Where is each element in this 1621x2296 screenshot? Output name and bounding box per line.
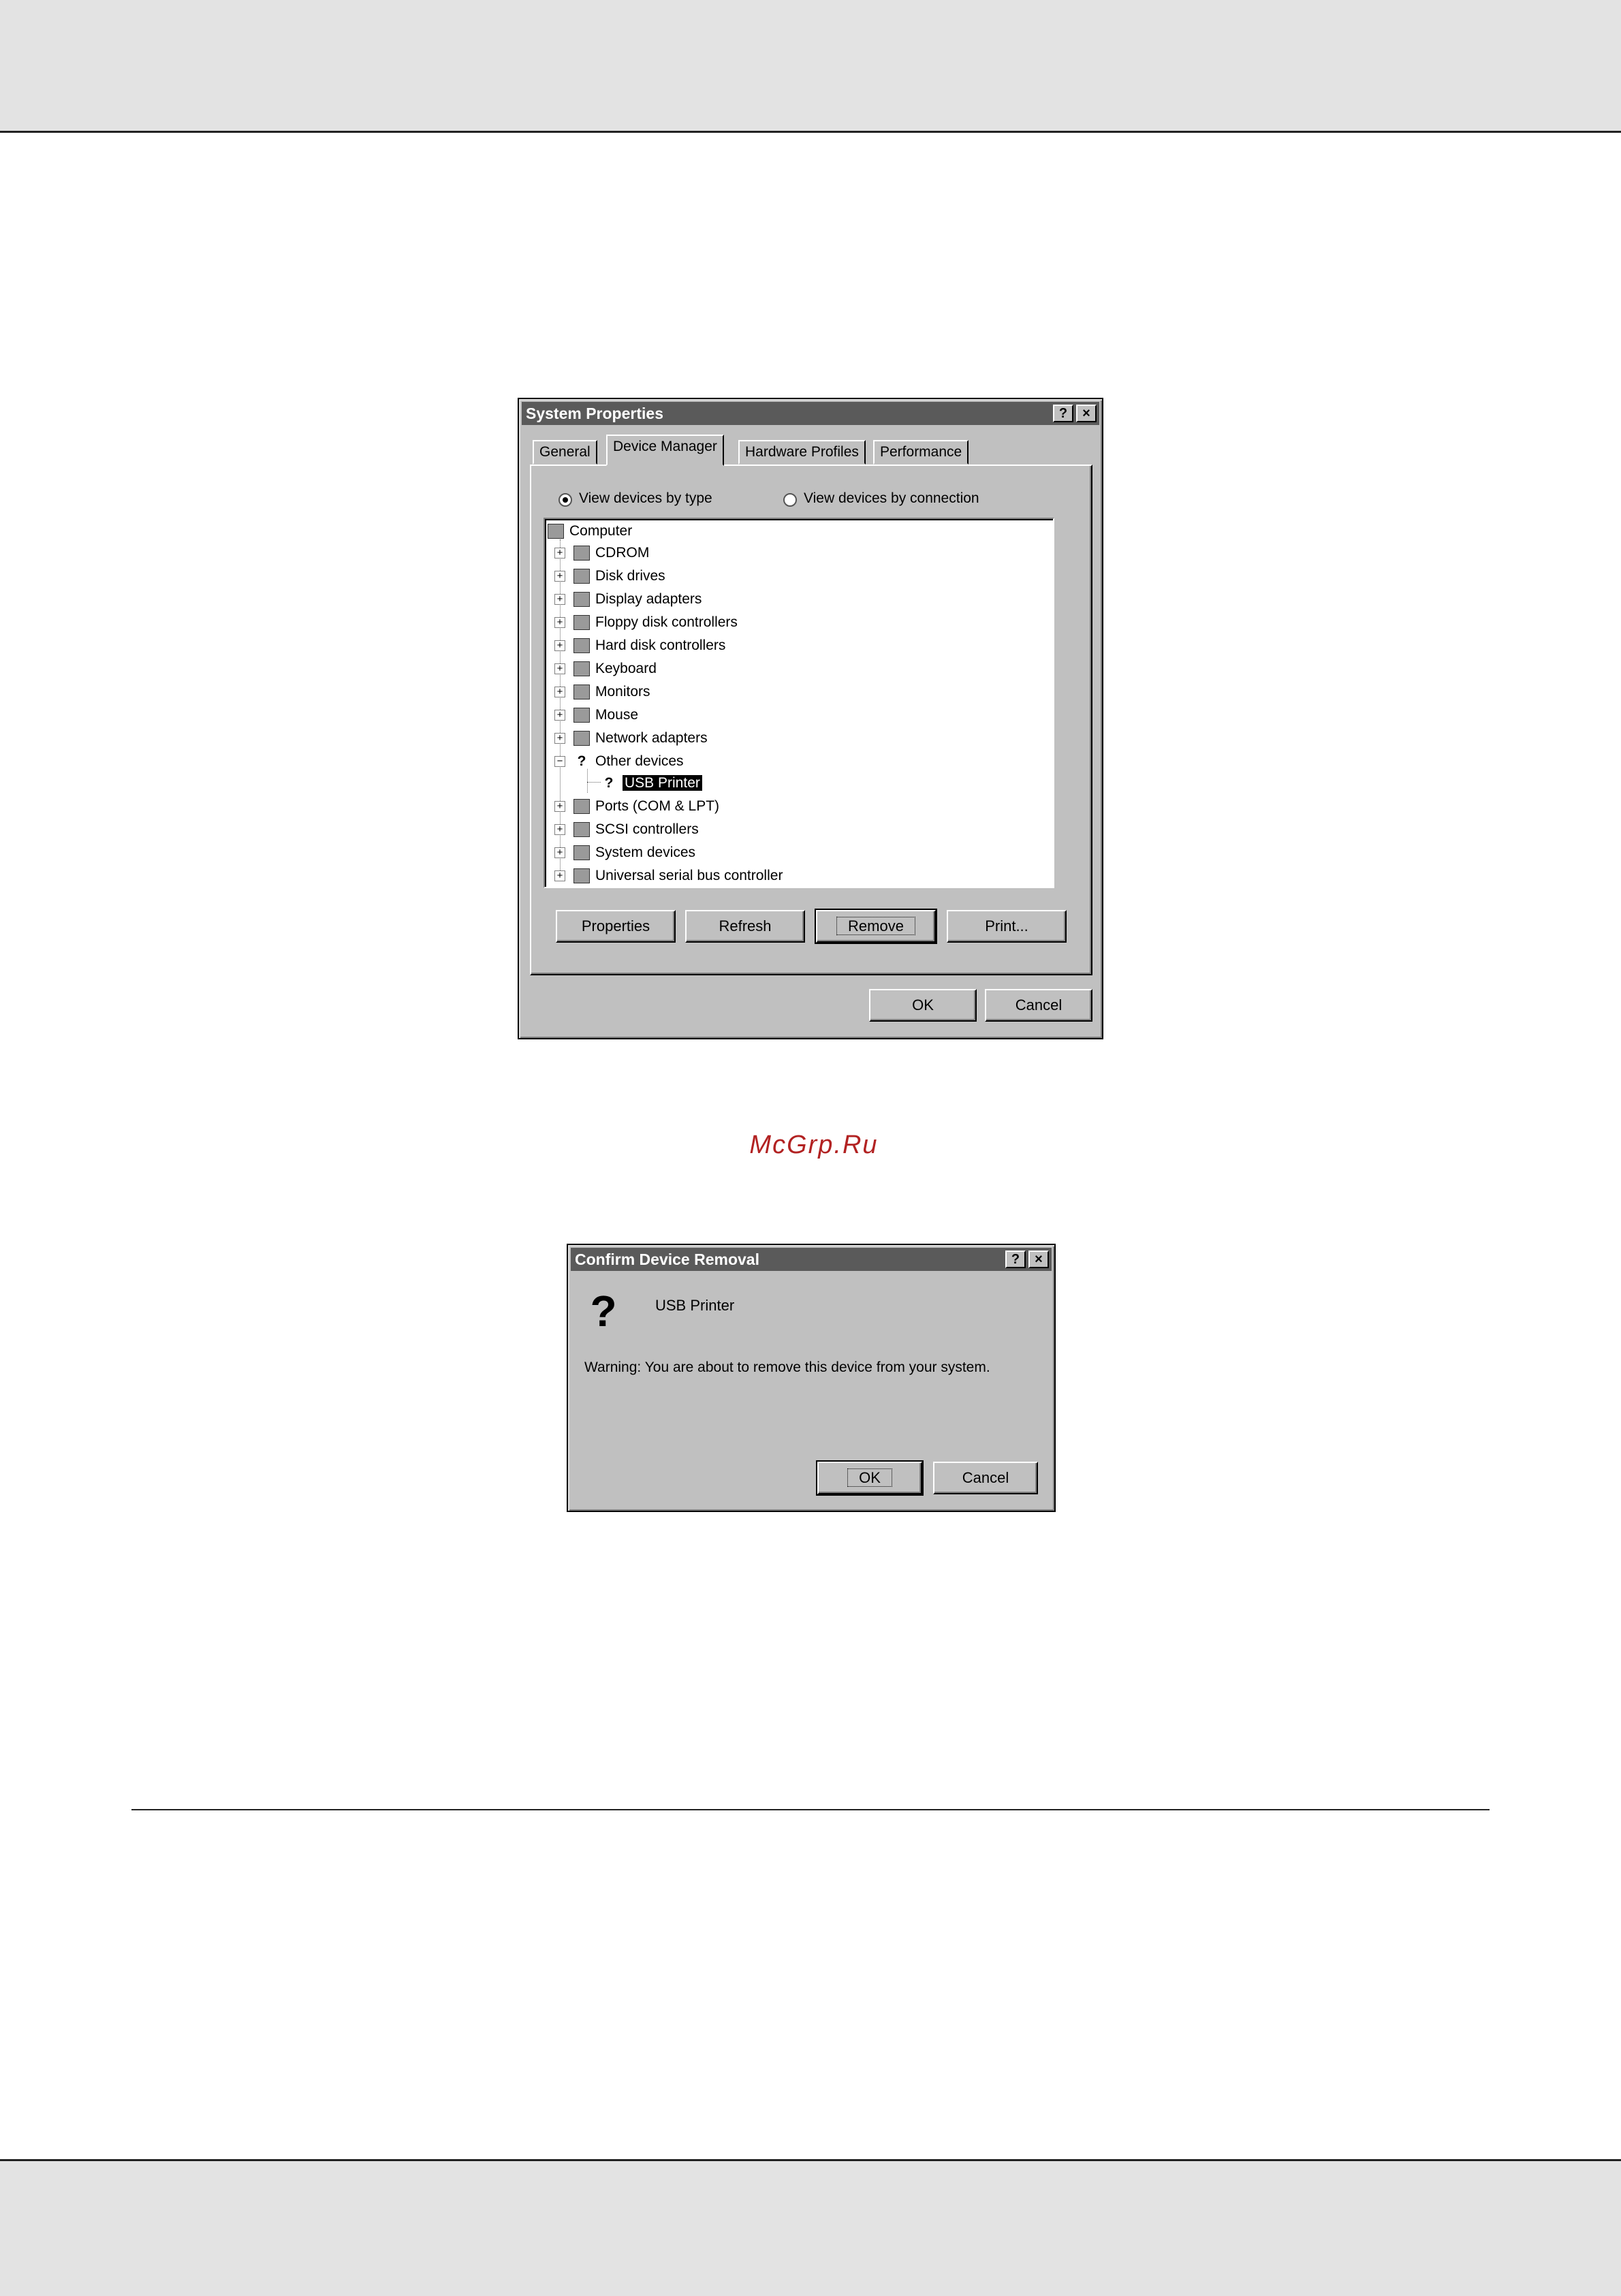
title-bar	[571, 1248, 1052, 1271]
tree-item-keyboard[interactable]: Keyboard	[573, 658, 657, 680]
remove-button[interactable]: Remove	[816, 910, 936, 943]
refresh-button[interactable]: Refresh	[685, 910, 805, 943]
dialog-title: Confirm Device Removal	[575, 1251, 759, 1268]
ok-button[interactable]: OK	[869, 989, 977, 1022]
tab-device-manager[interactable]: Device Manager	[606, 435, 724, 466]
tree-item-display-adapters[interactable]: Display adapters	[573, 588, 702, 610]
help-button[interactable]: ?	[1053, 405, 1073, 422]
usb-icon	[573, 868, 590, 883]
tree-item-network-adapters[interactable]: Network adapters	[573, 727, 708, 749]
monitor-icon	[573, 685, 590, 699]
tree-item-usb-printer[interactable]: ? USB Printer	[601, 772, 702, 794]
expand-icon[interactable]: +	[554, 710, 565, 721]
keyboard-icon	[573, 661, 590, 676]
close-button[interactable]: ×	[1076, 405, 1097, 422]
expand-icon[interactable]: +	[554, 687, 565, 697]
expand-icon[interactable]: +	[554, 847, 565, 858]
display-adapter-icon	[573, 592, 590, 607]
tree-item-usb-controller[interactable]: Universal serial bus controller	[573, 865, 783, 887]
watermark: McGrp.Ru	[749, 1131, 879, 1159]
expand-icon[interactable]: +	[554, 571, 565, 582]
mouse-icon	[573, 708, 590, 723]
tree-item-other-devices[interactable]: ? Other devices	[573, 751, 684, 772]
cancel-button[interactable]: Cancel	[985, 989, 1092, 1022]
page-header-band	[0, 0, 1621, 133]
tab-performance[interactable]: Performance	[873, 440, 969, 465]
tree-item-disk-drives[interactable]: Disk drives	[573, 565, 665, 587]
device-manager-panel	[530, 465, 1092, 975]
network-adapter-icon	[573, 731, 590, 746]
properties-button[interactable]: Properties	[556, 910, 676, 943]
question-mark-icon: ?	[590, 1287, 617, 1336]
question-mark-icon: ?	[573, 754, 590, 769]
expand-icon[interactable]: +	[554, 870, 565, 881]
tree-item-hard-disk-controllers[interactable]: Hard disk controllers	[573, 635, 725, 657]
expand-icon[interactable]: +	[554, 617, 565, 628]
ok-button[interactable]: OK	[817, 1462, 922, 1494]
expand-icon[interactable]: +	[554, 824, 565, 835]
cancel-button[interactable]: Cancel	[933, 1462, 1038, 1494]
tree-item-computer[interactable]: Computer	[548, 520, 632, 542]
warning-text: Warning: You are about to remove this device from your system.	[584, 1359, 990, 1375]
system-properties-window	[518, 398, 1103, 1039]
confirm-device-removal-dialog	[567, 1244, 1056, 1512]
system-device-icon	[573, 845, 590, 860]
page-footer-band	[0, 2159, 1621, 2296]
expand-icon[interactable]: +	[554, 733, 565, 744]
close-button[interactable]: ×	[1028, 1251, 1049, 1268]
collapse-icon[interactable]: −	[554, 756, 565, 767]
title-bar	[522, 402, 1099, 425]
expand-icon[interactable]: +	[554, 640, 565, 651]
help-button[interactable]: ?	[1005, 1251, 1026, 1268]
radio-by-type-label: View devices by type	[579, 490, 712, 506]
tree-item-mouse[interactable]: Mouse	[573, 704, 638, 726]
radio-by-type[interactable]	[558, 493, 572, 507]
tree-item-monitors[interactable]: Monitors	[573, 681, 650, 703]
tree-item-floppy-controllers[interactable]: Floppy disk controllers	[573, 612, 738, 633]
port-icon	[573, 799, 590, 814]
scsi-icon	[573, 822, 590, 837]
tab-hardware-profiles[interactable]: Hardware Profiles	[738, 440, 866, 465]
page-divider	[131, 1809, 1490, 1810]
device-tree[interactable]	[544, 518, 1054, 888]
cdrom-icon	[573, 546, 590, 561]
question-mark-icon: ?	[601, 776, 617, 791]
expand-icon[interactable]: +	[554, 663, 565, 674]
tab-general[interactable]: General	[533, 440, 597, 465]
floppy-controller-icon	[573, 615, 590, 630]
tree-item-ports[interactable]: Ports (COM & LPT)	[573, 796, 719, 817]
radio-by-connection[interactable]	[783, 493, 797, 507]
expand-icon[interactable]: +	[554, 594, 565, 605]
expand-icon[interactable]: +	[554, 548, 565, 559]
disk-drive-icon	[573, 569, 590, 584]
computer-icon	[548, 524, 564, 539]
hard-disk-controller-icon	[573, 638, 590, 653]
device-name: USB Printer	[655, 1297, 735, 1314]
print-button[interactable]: Print...	[947, 910, 1067, 943]
tree-item-system-devices[interactable]: System devices	[573, 842, 695, 864]
tree-item-scsi-controllers[interactable]: SCSI controllers	[573, 819, 699, 840]
tree-item-cdrom[interactable]: CDROM	[573, 542, 649, 564]
window-title: System Properties	[526, 405, 663, 422]
expand-icon[interactable]: +	[554, 801, 565, 812]
radio-by-connection-label: View devices by connection	[804, 490, 979, 506]
